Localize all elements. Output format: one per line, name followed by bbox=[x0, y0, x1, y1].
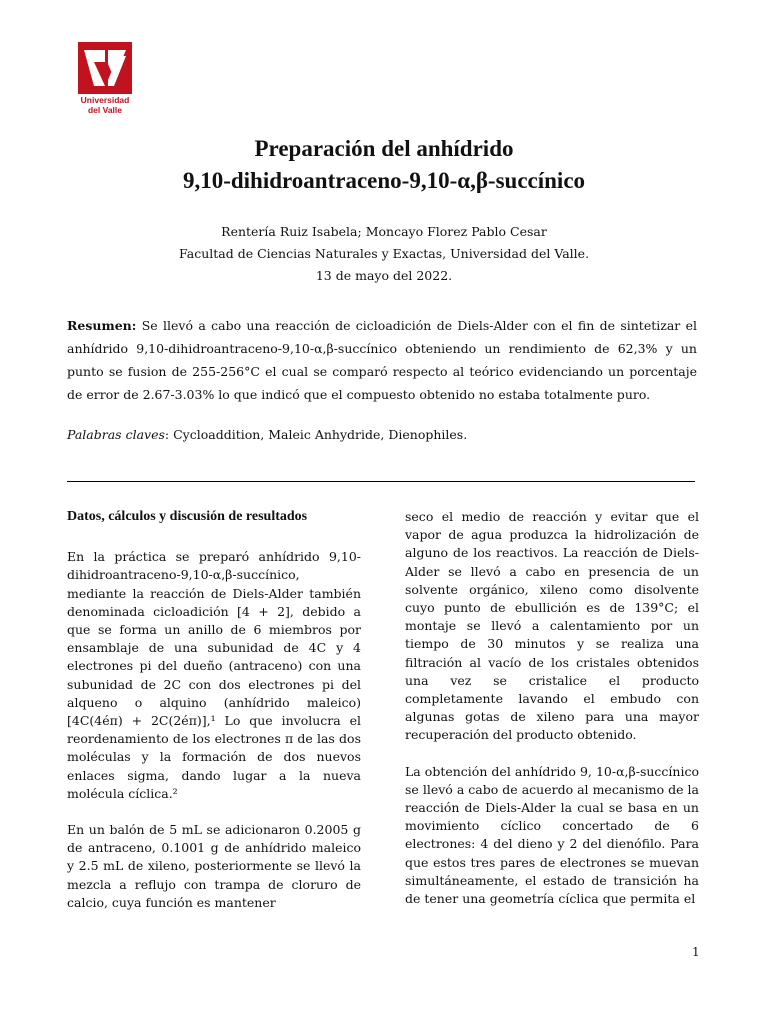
abstract-text: Se llevó a cabo una reacción de cicloadición de Diels-Alder con el fin de sintetizar el anhídrido 9,10-dihidroantraceno-9,10-α,β-succínico obteniendo un rendimiento de 62,3% y un punto se fusion de 255-256°C el cual se comparó respecto al teórico evidenciando un porcentaje de error de 2.67-3.03% lo que indicó que el compuesto obtenido no estaba totalmente puro. bbox=[67, 318, 697, 402]
section-divider bbox=[67, 481, 695, 482]
date: 13 de mayo del 2022. bbox=[315, 268, 453, 283]
abstract-label: Resumen: bbox=[67, 318, 137, 333]
univalle-shield-icon bbox=[78, 42, 132, 94]
left-paragraph-2: En un balón de 5 mL se adicionaron 0.2005 g de antraceno, 0.1001 g de anhídrido maleico y 2.5 mL de xileno, posteriormente se llevó la mezcla a reflujo con trampa de cloruro de calcio, cuya función es mantener bbox=[67, 822, 361, 910]
abstract bbox=[67, 314, 697, 406]
right-paragraph-1: seco el medio de reacción y evitar que el vapor de agua produzca la hidrolización de alguno de los reactivos. La reacción de Diels-Alder se llevó a cabo en presencia de un solvente orgánico, xileno como disolvente cuyo punto de ebullición es de 139°C; el montaje se llevó a calentamiento por un tiempo de 30 minutos y se realiza una filtración al vacío de los cristales obtenidos una vez se cristalice el producto completamente lavando el embudo con algunas gotas de xileno para una mayor recuperación del producto obtenido. bbox=[405, 509, 699, 743]
section-heading: Datos, cálculos y discusión de resultados bbox=[67, 509, 308, 524]
left-column bbox=[67, 508, 361, 930]
university-logo bbox=[78, 42, 132, 115]
right-paragraph-2: La obtención del anhídrido 9, 10-α,β-succínico se llevó a cabo de acuerdo al mecanismo de la reacción de Diels-Alder la cual se basa en un movimiento cíclico concertado de 6 electrones: 4 del dieno y 2 del dienófilo. Para que estos tres pares de electrones se muevan simultáneamente, el estado de transición ha de tener una geometría cíclica que permita el bbox=[405, 763, 699, 907]
right-column bbox=[405, 508, 699, 926]
page-number: 1 bbox=[692, 945, 700, 959]
keywords-label: Palabras claves bbox=[67, 427, 165, 442]
title-line1: Preparación del anhídrido bbox=[254, 136, 514, 161]
keywords-text: : Cycloaddition, Maleic Anhydride, Dienophiles. bbox=[164, 427, 468, 442]
paper-title bbox=[0, 133, 768, 197]
authors: Rentería Ruiz Isabela; Moncayo Florez Pablo Cesar bbox=[221, 224, 547, 239]
keywords bbox=[67, 424, 697, 446]
left-paragraph-1: En la práctica se preparó anhídrido 9,10-dihidroantraceno-9,10-α,β-succínico, mediante la reacción de Diels-Alder también denominada cicloadición [4 + 2], debido a que se forma un anillo de 6 miembros por ensamblaje de una subunidad de 4C y 4 electrones pi del dueño (antraceno) con una subunidad de 2C con dos electrones pi del alqueno o alquino (anhídrido maleico) [4C(4éπ) + 2C(2éπ)],¹ Lo que involucra el reordenamiento de los electrones π de las dos moléculas y la formación de dos nuevos enlaces sigma, dando lugar a la nueva molécula cíclica.² bbox=[67, 549, 361, 801]
affiliation: Facultad de Ciencias Naturales y Exactas, Universidad del Valle. bbox=[178, 246, 590, 261]
logo-text-line2: del Valle bbox=[87, 104, 123, 115]
paper-meta bbox=[0, 221, 768, 287]
logo-text-line1: Universidad bbox=[80, 95, 130, 105]
title-line2: 9,10-dihidroantraceno-9,10-α,β-succínico bbox=[182, 168, 586, 193]
